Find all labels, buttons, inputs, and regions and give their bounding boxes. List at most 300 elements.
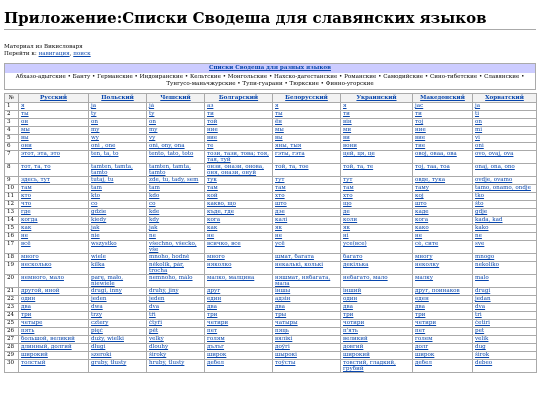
- word-link[interactable]: тут: [343, 177, 353, 183]
- word-link[interactable]: этот, эта, это: [21, 151, 60, 157]
- word-link[interactable]: два: [207, 304, 217, 310]
- word-link[interactable]: доўгі: [275, 344, 290, 350]
- table-cell: [273, 336, 341, 344]
- word-link[interactable]: кој: [415, 193, 424, 199]
- word-link[interactable]: dwa: [91, 304, 103, 310]
- word-link[interactable]: oni: [475, 143, 484, 149]
- word-link[interactable]: яны, тыя: [275, 143, 302, 149]
- table-cell: [19, 185, 89, 193]
- word-link[interactable]: како: [415, 225, 429, 231]
- word-link[interactable]: они: [21, 143, 32, 149]
- table-cell: [205, 288, 273, 296]
- word-link[interactable]: čtyři: [149, 320, 163, 326]
- table-cell: [147, 352, 205, 360]
- table-cell: [205, 217, 273, 225]
- word-link[interactable]: drugi, inny: [91, 288, 122, 294]
- word-link[interactable]: три: [21, 312, 32, 318]
- word-link[interactable]: што: [275, 201, 287, 207]
- word-link[interactable]: drugi: [475, 288, 491, 294]
- row-number: 27: [5, 336, 19, 344]
- word-link[interactable]: широк: [207, 352, 227, 358]
- row-number: 10: [5, 185, 19, 193]
- table-cell: [273, 360, 341, 373]
- word-link[interactable]: як: [275, 225, 283, 231]
- word-link[interactable]: jak: [149, 225, 158, 231]
- word-link[interactable]: velik: [475, 336, 489, 342]
- row-number: 12: [5, 201, 19, 209]
- word-link[interactable]: gdje: [475, 209, 488, 215]
- word-link[interactable]: три: [415, 312, 426, 318]
- word-link[interactable]: vi: [475, 135, 480, 141]
- word-link[interactable]: великий: [343, 336, 368, 342]
- table-cell: [19, 320, 89, 328]
- word-link[interactable]: nekoliko: [475, 262, 500, 268]
- word-link[interactable]: таму: [415, 185, 430, 191]
- word-link[interactable]: няшмат, нябагата, мала: [275, 275, 331, 287]
- word-link[interactable]: кога: [415, 217, 429, 223]
- word-link[interactable]: чотири: [343, 320, 365, 326]
- word-link[interactable]: ovo, ovaj, ova: [475, 151, 514, 157]
- word-link[interactable]: on: [475, 119, 482, 125]
- word-link[interactable]: dva: [475, 304, 486, 310]
- table-cell: [473, 103, 537, 111]
- word-link[interactable]: тук: [207, 177, 217, 183]
- word-link[interactable]: три: [343, 312, 354, 318]
- word-link[interactable]: tamten, tamta, tamto: [91, 164, 133, 176]
- word-link[interactable]: četiri: [475, 320, 490, 326]
- word-link[interactable]: хто: [275, 193, 285, 199]
- row-number: 4: [5, 127, 19, 135]
- table-cell: [273, 262, 341, 275]
- navbox-title-link[interactable]: Списки Сводеша для разных языков: [209, 65, 331, 71]
- word-link[interactable]: široký: [149, 352, 167, 358]
- word-link[interactable]: pet: [475, 328, 485, 334]
- word-link[interactable]: няколко: [207, 262, 232, 268]
- column-header-language[interactable]: Польский: [89, 94, 147, 103]
- word-link[interactable]: несколько: [21, 262, 52, 268]
- word-link[interactable]: jedan: [475, 296, 491, 302]
- word-link[interactable]: oni , one: [91, 143, 116, 149]
- table-row: [5, 225, 537, 233]
- word-link[interactable]: друг, поинаков: [415, 288, 460, 294]
- column-header-language[interactable]: Русский: [19, 94, 89, 103]
- word-link[interactable]: што: [415, 201, 427, 207]
- word-link[interactable]: tutaj, tu: [91, 177, 114, 183]
- word-link[interactable]: tamten, tamta, tamto: [149, 164, 191, 176]
- word-link[interactable]: шмат, багата: [275, 254, 314, 260]
- word-link[interactable]: там: [275, 185, 286, 191]
- word-link[interactable]: три: [207, 312, 218, 318]
- word-link[interactable]: дълъг: [207, 344, 225, 350]
- word-link[interactable]: пяць: [275, 328, 289, 334]
- row-number: 18: [5, 254, 19, 262]
- word-link[interactable]: цей, ця, це: [343, 151, 375, 157]
- word-link[interactable]: dlouhý: [149, 344, 169, 350]
- word-link[interactable]: четири: [415, 320, 437, 326]
- word-link[interactable]: tam: [149, 185, 160, 191]
- word-link[interactable]: mi: [475, 127, 483, 133]
- word-link[interactable]: малко, малцина: [207, 275, 255, 281]
- word-link[interactable]: четыре: [21, 320, 43, 326]
- word-link[interactable]: ти: [343, 111, 350, 117]
- word-link[interactable]: kde: [149, 209, 160, 215]
- word-link[interactable]: что: [21, 201, 32, 207]
- column-header-language[interactable]: Хорватский: [473, 94, 537, 103]
- table-cell: [147, 111, 205, 119]
- word-link[interactable]: он: [21, 119, 29, 125]
- word-link[interactable]: tko: [475, 193, 485, 199]
- word-link[interactable]: wszystko: [91, 241, 117, 247]
- word-link[interactable]: каде: [415, 209, 429, 215]
- table-cell: [341, 328, 413, 336]
- word-link[interactable]: ты: [21, 111, 29, 117]
- word-link[interactable]: един: [207, 296, 222, 302]
- word-link[interactable]: nemnoho, málo: [149, 275, 193, 281]
- word-link[interactable]: там: [207, 185, 218, 191]
- word-link[interactable]: широк: [415, 352, 435, 358]
- word-link[interactable]: здесь, тут: [21, 177, 51, 183]
- word-link[interactable]: пет: [207, 328, 218, 334]
- word-link[interactable]: къде, где: [207, 209, 235, 215]
- word-link[interactable]: калі: [275, 217, 288, 223]
- table-cell: [147, 254, 205, 262]
- word-link[interactable]: два: [343, 304, 353, 310]
- word-link[interactable]: ty: [91, 111, 97, 117]
- word-link[interactable]: кога: [207, 217, 221, 223]
- word-link[interactable]: duży, wielki: [91, 336, 124, 342]
- word-link[interactable]: вие: [207, 135, 218, 141]
- word-link[interactable]: тут: [275, 177, 285, 183]
- table-cell: [205, 328, 273, 336]
- word-link[interactable]: тры: [275, 312, 287, 318]
- word-link[interactable]: dug: [475, 344, 486, 350]
- word-link[interactable]: сè, сите: [415, 241, 439, 247]
- navbox-links[interactable]: Абхазо-адыгские • Банту • Германские • Индоиранские • Кельтские • Монгольские • Нахско-дагестанские • Романские • Самодийские • Сино-тибетские • Славянские • Тунгусо-маньчжурские • Тупи-гуарани • Тюркские • Финно-угорские: [15, 74, 525, 87]
- row-number: 25: [5, 320, 19, 328]
- jump-navigation-link[interactable]: навигация: [38, 51, 70, 57]
- word-link[interactable]: не: [207, 233, 215, 239]
- word-link[interactable]: wiele: [91, 254, 106, 260]
- word-link[interactable]: голям: [207, 336, 225, 342]
- word-link[interactable]: ne: [149, 233, 156, 239]
- word-link[interactable]: malo: [475, 275, 489, 281]
- word-link[interactable]: усе(все): [343, 241, 367, 247]
- word-link[interactable]: я: [21, 103, 25, 109]
- word-link[interactable]: усё: [275, 241, 285, 247]
- word-link[interactable]: ние: [207, 127, 218, 133]
- table-cell: [19, 225, 89, 233]
- word-link[interactable]: неколку: [415, 262, 440, 268]
- word-link[interactable]: кто: [21, 193, 31, 199]
- word-link[interactable]: několik, pár, trocha: [149, 262, 184, 274]
- word-link[interactable]: вие: [415, 135, 426, 141]
- word-link[interactable]: já: [149, 103, 155, 109]
- word-link[interactable]: довгий: [343, 344, 364, 350]
- word-link[interactable]: ti: [475, 111, 480, 117]
- column-header-language[interactable]: Чешский: [147, 94, 205, 103]
- word-link[interactable]: ние: [415, 127, 426, 133]
- word-link[interactable]: ne: [475, 233, 482, 239]
- word-link[interactable]: як: [343, 225, 351, 231]
- word-link[interactable]: не: [415, 233, 423, 239]
- word-link[interactable]: мы: [21, 127, 30, 133]
- row-number: 16: [5, 233, 19, 241]
- word-link[interactable]: мы: [275, 127, 284, 133]
- word-link[interactable]: ні: [343, 233, 349, 239]
- row-number: 13: [5, 209, 19, 217]
- word-link[interactable]: шырокі: [275, 352, 297, 358]
- word-link[interactable]: голем: [415, 336, 433, 342]
- word-link[interactable]: kdy: [149, 217, 160, 223]
- word-link[interactable]: четири: [207, 320, 229, 326]
- word-link[interactable]: аз: [207, 103, 214, 109]
- word-link[interactable]: широкий: [343, 352, 370, 358]
- word-link[interactable]: ти: [207, 111, 214, 117]
- word-link[interactable]: там: [343, 185, 354, 191]
- word-link[interactable]: kdo: [149, 193, 160, 199]
- word-link[interactable]: длинный, долгий: [21, 344, 72, 350]
- word-link[interactable]: wy: [91, 135, 99, 141]
- word-link[interactable]: ён: [275, 119, 283, 125]
- word-link[interactable]: ви: [343, 135, 350, 141]
- word-link[interactable]: тој, таа, тоа: [415, 164, 450, 170]
- table-cell: [147, 288, 205, 296]
- word-link[interactable]: dva: [149, 304, 160, 310]
- word-link[interactable]: где: [21, 209, 31, 215]
- table-cell: [473, 209, 537, 217]
- word-link[interactable]: інший: [343, 288, 362, 294]
- table-row: [5, 127, 537, 135]
- word-link[interactable]: многу: [415, 254, 433, 260]
- word-link[interactable]: вони: [343, 143, 357, 149]
- word-link[interactable]: nie: [91, 233, 100, 239]
- word-link[interactable]: дзе: [275, 209, 285, 215]
- word-link[interactable]: długi: [91, 344, 106, 350]
- table-body: [5, 103, 537, 373]
- word-link[interactable]: товстий, гладкий, грубий: [343, 360, 396, 372]
- word-link[interactable]: všechno, všecko, vše: [149, 241, 197, 253]
- word-link[interactable]: дебел: [207, 360, 224, 366]
- word-link[interactable]: адзін: [275, 296, 291, 302]
- word-link[interactable]: parę, mało, niewiele: [91, 275, 124, 287]
- table-row: [5, 254, 537, 262]
- word-link[interactable]: тој: [415, 119, 424, 125]
- column-header-number: №: [5, 94, 19, 103]
- word-link[interactable]: декілька: [343, 262, 369, 268]
- table-cell: [19, 127, 89, 135]
- word-link[interactable]: він: [343, 119, 352, 125]
- word-link[interactable]: tamo, onamo, ondje: [475, 185, 531, 191]
- row-number: 29: [5, 352, 19, 360]
- word-link[interactable]: толстый: [21, 360, 46, 366]
- word-link[interactable]: ten, ta, to: [91, 151, 119, 157]
- word-link[interactable]: ty: [149, 111, 155, 117]
- word-link[interactable]: долг: [415, 344, 429, 350]
- word-link[interactable]: овде, тука: [415, 177, 446, 183]
- word-link[interactable]: той, та, тое: [275, 164, 309, 170]
- word-link[interactable]: как: [207, 225, 218, 231]
- word-link[interactable]: чатыры: [275, 320, 298, 326]
- word-link[interactable]: другой, иной: [21, 288, 60, 294]
- word-link[interactable]: ты: [275, 111, 283, 117]
- word-link[interactable]: пять: [21, 328, 35, 334]
- word-link[interactable]: kako: [475, 225, 489, 231]
- table-cell: [273, 151, 341, 164]
- table-cell: [147, 336, 205, 344]
- word-link[interactable]: druhý, jiný: [149, 288, 179, 294]
- word-link[interactable]: my: [149, 127, 158, 133]
- word-link[interactable]: debeo: [475, 360, 493, 366]
- word-link[interactable]: два: [415, 304, 425, 310]
- table-cell: [341, 217, 413, 225]
- word-link[interactable]: пет: [415, 328, 426, 334]
- word-link[interactable]: vy: [149, 135, 156, 141]
- word-link[interactable]: те: [207, 143, 214, 149]
- word-link[interactable]: дебел: [415, 360, 432, 366]
- word-link[interactable]: tam: [91, 185, 102, 191]
- word-link[interactable]: sve: [475, 241, 485, 247]
- word-link[interactable]: jeden: [149, 296, 165, 302]
- word-link[interactable]: този, тази, това; тоя, тая, туй: [207, 151, 269, 163]
- word-link[interactable]: два: [21, 304, 31, 310]
- table-cell: [89, 241, 147, 254]
- word-link[interactable]: tři: [149, 312, 156, 318]
- word-link[interactable]: mnoho, hodně: [149, 254, 190, 260]
- word-link[interactable]: я: [343, 103, 347, 109]
- table-cell: [273, 288, 341, 296]
- column-header-language[interactable]: Болгарский: [205, 94, 273, 103]
- word-link[interactable]: той, та, те: [343, 164, 374, 170]
- word-link[interactable]: cztery: [91, 320, 109, 326]
- word-link[interactable]: два: [275, 304, 285, 310]
- word-link[interactable]: on: [91, 119, 98, 125]
- word-link[interactable]: szeroki: [91, 352, 112, 358]
- word-link[interactable]: много: [207, 254, 225, 260]
- table-cell: [147, 262, 205, 275]
- word-link[interactable]: хто: [343, 193, 353, 199]
- table-cell: [341, 143, 413, 151]
- word-link[interactable]: малку: [415, 275, 434, 281]
- word-link[interactable]: co: [91, 201, 98, 207]
- word-link[interactable]: kto: [91, 193, 101, 199]
- word-link[interactable]: hrubý, tlustý: [149, 360, 185, 366]
- word-link[interactable]: еден: [415, 296, 429, 302]
- word-link[interactable]: onaj, ona, ono: [475, 164, 515, 170]
- word-link[interactable]: друг: [207, 288, 221, 294]
- word-link[interactable]: što: [475, 201, 484, 207]
- table-cell: [205, 209, 273, 217]
- word-link[interactable]: kada, kad: [475, 217, 503, 223]
- word-link[interactable]: я: [275, 103, 279, 109]
- table-row: [5, 111, 537, 119]
- word-link[interactable]: вялікі: [275, 336, 293, 342]
- table-cell: [205, 312, 273, 320]
- word-link[interactable]: oni, ony, ona: [149, 143, 185, 149]
- word-link[interactable]: ja: [91, 103, 97, 109]
- word-link[interactable]: большой, великий: [21, 336, 75, 342]
- word-link[interactable]: ми: [343, 127, 352, 133]
- word-link[interactable]: де: [343, 209, 350, 215]
- word-link[interactable]: небагато, мало: [343, 275, 388, 281]
- word-link[interactable]: gdzie: [91, 209, 107, 215]
- word-link[interactable]: когда: [21, 217, 38, 223]
- word-link[interactable]: co: [149, 201, 156, 207]
- row-number: 30: [5, 360, 19, 373]
- table-cell: [19, 217, 89, 225]
- word-link[interactable]: как: [21, 225, 32, 231]
- column-header-language[interactable]: Украинский: [341, 94, 413, 103]
- word-link[interactable]: немного, мало: [21, 275, 64, 281]
- word-link[interactable]: вы: [275, 135, 283, 141]
- table-cell: [473, 336, 537, 344]
- word-link[interactable]: ja: [475, 103, 481, 109]
- word-link[interactable]: один: [21, 296, 36, 302]
- word-link[interactable]: онзи, онази, онова, оня, онази, онуй: [207, 164, 264, 176]
- table-cell: [205, 201, 273, 209]
- word-link[interactable]: jас: [415, 103, 424, 109]
- word-link[interactable]: гэты, гэта: [275, 151, 305, 157]
- word-link[interactable]: my: [91, 127, 100, 133]
- word-link[interactable]: овој, оваа, ова: [415, 151, 457, 157]
- word-link[interactable]: вы: [21, 135, 29, 141]
- word-link[interactable]: jak: [91, 225, 100, 231]
- word-link[interactable]: širok: [475, 352, 490, 358]
- word-link[interactable]: один: [343, 296, 358, 302]
- word-link[interactable]: mnogo: [475, 254, 495, 260]
- word-link[interactable]: тие: [415, 143, 426, 149]
- word-link[interactable]: много: [21, 254, 39, 260]
- column-header-language[interactable]: Белорусский: [273, 94, 341, 103]
- word-link[interactable]: що: [343, 201, 352, 207]
- word-link[interactable]: іншы: [275, 288, 291, 294]
- table-cell: [147, 320, 205, 328]
- table-cell: [413, 336, 473, 344]
- word-link[interactable]: trzy: [91, 312, 103, 318]
- word-link[interactable]: п'ять: [343, 328, 358, 334]
- word-link[interactable]: всё: [21, 241, 31, 247]
- word-link[interactable]: pięć: [91, 328, 103, 334]
- word-link[interactable]: zde, tu, tady, sem: [149, 177, 199, 183]
- swadesh-table: [4, 93, 537, 373]
- word-link[interactable]: там: [21, 185, 32, 191]
- word-link[interactable]: gruby, tłusty: [91, 360, 127, 366]
- word-link[interactable]: kilka: [91, 262, 105, 268]
- word-link[interactable]: всичко, все: [207, 241, 241, 247]
- word-link[interactable]: широкий: [21, 352, 48, 358]
- word-link[interactable]: ти: [415, 111, 422, 117]
- word-link[interactable]: тот, та, то: [21, 164, 51, 170]
- word-link[interactable]: тоўсты: [275, 360, 296, 366]
- word-link[interactable]: velký: [149, 336, 164, 342]
- word-link[interactable]: коли: [343, 217, 358, 223]
- jump-search-link[interactable]: поиск: [73, 51, 91, 57]
- word-link[interactable]: не: [21, 233, 29, 239]
- word-link[interactable]: on: [149, 119, 156, 125]
- word-link[interactable]: некалькі, колькі: [275, 262, 324, 268]
- word-link[interactable]: не: [275, 233, 283, 239]
- word-link[interactable]: багато: [343, 254, 363, 260]
- word-link[interactable]: kiedy: [91, 217, 107, 223]
- word-link[interactable]: кой: [207, 193, 218, 199]
- word-link[interactable]: pět: [149, 328, 159, 334]
- word-link[interactable]: tento, tato, toto: [149, 151, 194, 157]
- word-link[interactable]: jeden: [91, 296, 107, 302]
- word-link[interactable]: какво, що: [207, 201, 236, 207]
- word-link[interactable]: tri: [475, 312, 482, 318]
- word-link[interactable]: той: [207, 119, 218, 125]
- column-header-language[interactable]: Македонский: [413, 94, 473, 103]
- word-link[interactable]: ovdje, ovamo: [475, 177, 513, 183]
